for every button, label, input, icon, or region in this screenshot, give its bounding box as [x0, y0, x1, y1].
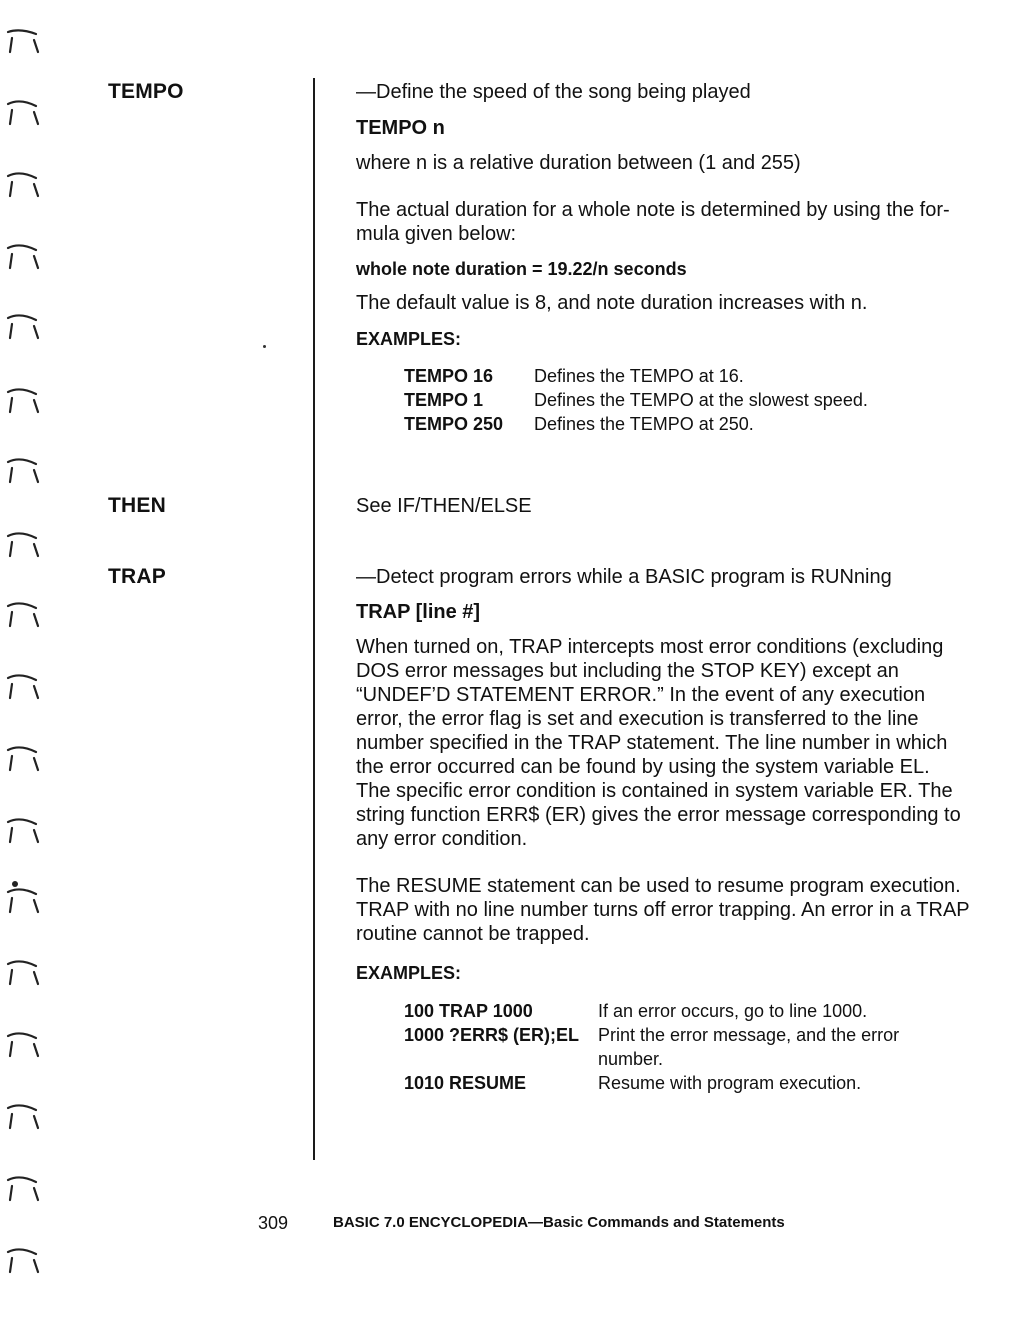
example-desc: Defines the TEMPO at 250. [534, 414, 754, 434]
table-row [404, 388, 868, 412]
then-description: See IF/THEN/ELSE [356, 495, 532, 517]
tempo-default: The default value is 8, and note duration increases with n. [356, 292, 868, 314]
tempo-examples-table [404, 364, 868, 436]
table-row [404, 1023, 899, 1071]
table-row [404, 1071, 899, 1095]
tempo-where: where n is a relative duration between (1 and 255) [356, 152, 801, 174]
table-row [404, 999, 899, 1023]
trap-para1-line: “UNDEF’D STATEMENT ERROR.” In the event of any execution [356, 684, 926, 706]
example-code: TEMPO 1 [404, 390, 484, 410]
example-desc-line: Print the error message, and the error [598, 1025, 900, 1045]
example-desc [598, 1023, 899, 1071]
trap-examples-label: EXAMPLES: [356, 963, 462, 983]
binding-hooks-graphic [0, 0, 60, 1328]
tempo-para1-line1: The actual duration for a whole note is determined by using the for- [356, 199, 950, 221]
trap-para1-line: error, the error flag is set and execution is transferred to the line [356, 708, 919, 730]
trap-para1-line: any error condition. [356, 828, 528, 850]
tempo-syntax: TEMPO n [356, 117, 445, 139]
section-tempo [356, 80, 1006, 436]
trap-para1-line: DOS error messages but including the STOP KEY) except an [356, 660, 899, 682]
example-code: TEMPO 250 [404, 414, 504, 434]
example-code: 100 TRAP 1000 [404, 1001, 533, 1021]
page-number: 309 [258, 1213, 289, 1233]
trap-syntax: TRAP [line #] [356, 601, 481, 623]
keyword-tempo: TEMPO [108, 80, 184, 103]
trap-para2-line: routine cannot be trapped. [356, 923, 590, 945]
trap-para1-line: number specified in the TRAP statement. The line number in which [356, 732, 948, 754]
trap-description: —Detect program errors while a BASIC program is RUNning [356, 566, 892, 588]
example-code: TEMPO 16 [404, 366, 494, 386]
column-divider [313, 78, 315, 1160]
trap-para1-line: the error occurred can be found by using the system variable EL. [356, 756, 930, 778]
speck-dot [263, 345, 266, 348]
keyword-trap: TRAP [108, 565, 166, 588]
example-desc-line: number. [598, 1049, 664, 1069]
trap-para2-line: TRAP with no line number turns off error trapping. An error in a TRAP [356, 899, 970, 921]
trap-para1 [356, 635, 1006, 851]
trap-para2-line: The RESUME statement can be used to resume program execution. [356, 875, 961, 897]
trap-para1-line: The specific error condition is contained in system variable ER. The [356, 780, 953, 802]
spiral-binding [0, 0, 60, 1328]
trap-para1-line: string function ERR$ (ER) gives the error message corresponding to [356, 804, 961, 826]
table-row [404, 364, 868, 388]
tempo-formula: whole note duration = 19.22/n seconds [356, 259, 687, 279]
tempo-description: —Define the speed of the song being played [356, 81, 751, 103]
example-desc: Resume with program execution. [598, 1073, 862, 1093]
running-footer-title: BASIC 7.0 ENCYCLOPEDIA—Basic Commands and Statements [333, 1214, 785, 1231]
example-desc: Defines the TEMPO at the slowest speed. [534, 390, 868, 410]
trap-examples-table [404, 999, 899, 1095]
trap-para1-line: When turned on, TRAP intercepts most error conditions (excluding [356, 636, 944, 658]
tempo-para1-line2: mula given below: [356, 223, 517, 245]
section-trap [356, 565, 1006, 1095]
keyword-then: THEN [108, 494, 166, 517]
example-desc: Defines the TEMPO at 16. [534, 366, 744, 386]
tempo-examples-label: EXAMPLES: [356, 329, 462, 349]
example-code: 1010 RESUME [404, 1073, 527, 1093]
table-row [404, 412, 868, 436]
trap-para2 [356, 874, 1006, 946]
example-desc: If an error occurs, go to line 1000. [598, 1001, 868, 1021]
section-then [356, 494, 1006, 518]
example-code: 1000 ?ERR$ (ER);EL [404, 1025, 580, 1045]
